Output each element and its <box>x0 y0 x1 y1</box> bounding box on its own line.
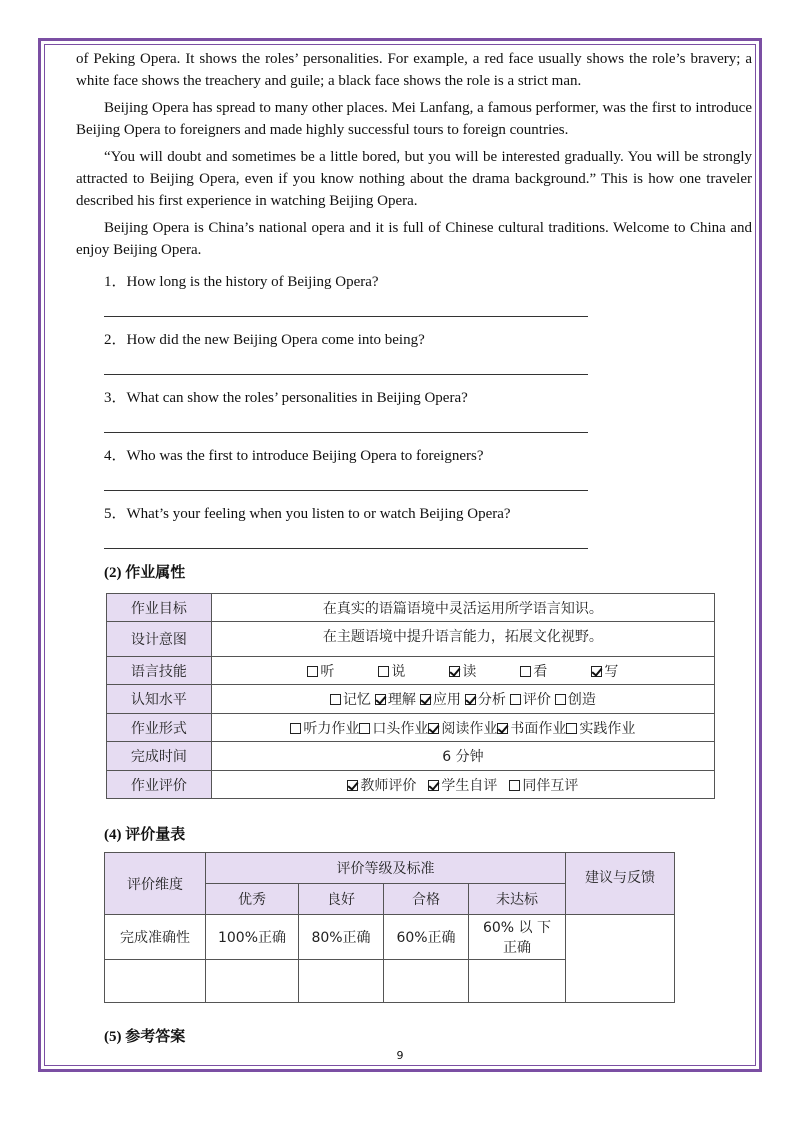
attribute-table <box>106 593 715 799</box>
option-label: 评价 <box>522 692 551 708</box>
option-forms-1[interactable] <box>359 721 428 737</box>
option-cogs-2[interactable] <box>420 692 461 708</box>
option-label: 口头作业 <box>372 720 429 737</box>
rubric-empty-cell[interactable] <box>469 960 566 1003</box>
checkbox-icon[interactable] <box>520 666 531 677</box>
rubric-advice-cell[interactable] <box>566 915 675 1003</box>
option-label: 听 <box>320 663 335 680</box>
option-label: 写 <box>604 663 619 680</box>
checkbox-icon[interactable] <box>290 723 301 734</box>
page-number: 9 <box>396 1049 404 1062</box>
attr-label-form: 作业形式 <box>107 714 212 742</box>
option-label: 听力作业 <box>303 720 360 737</box>
checkbox-icon[interactable] <box>510 694 521 705</box>
attr-label-goal: 作业目标 <box>107 594 212 622</box>
rubric-empty-cell[interactable] <box>299 960 384 1003</box>
rubric-grade-good: 良好 <box>299 884 384 915</box>
rubric-levels-header: 评价等级及标准 <box>206 853 566 884</box>
rubric-empty-cell[interactable] <box>384 960 469 1003</box>
rubric-empty-cell[interactable] <box>206 960 299 1003</box>
section-heading-attributes: (2) 作业属性 <box>104 565 186 581</box>
checked-box-icon[interactable] <box>375 694 386 705</box>
option-skills-0[interactable] <box>307 664 334 680</box>
option-cogs-1[interactable] <box>375 692 416 708</box>
question-2: 2．How did the new Beijing Opera come into being? <box>104 332 425 348</box>
rubric-empty-cell[interactable] <box>105 960 206 1003</box>
option-label: 说 <box>391 663 406 680</box>
passage <box>76 48 752 266</box>
option-label: 应用 <box>432 692 461 708</box>
option-skills-4[interactable] <box>591 664 618 680</box>
option-skills-2[interactable] <box>449 664 476 680</box>
passage-paragraph-1: of Peking Opera. It shows the roles’ personalities. For example, a red face usually shows the role’s bravery; a white face shows the treachery and guile; a black face shows the role is a strict man. <box>76 51 752 89</box>
question-5: 5．What’s your feeling when you listen to or watch Beijing Opera? <box>104 506 511 522</box>
question-4: 4．Who was the first to introduce Beijing Opera to foreigners? <box>104 448 484 464</box>
checkbox-icon[interactable] <box>378 666 389 677</box>
option-forms-2[interactable] <box>428 721 497 737</box>
checkbox-icon[interactable] <box>566 723 577 734</box>
option-cogs-0[interactable] <box>330 692 371 708</box>
attr-label-cognitive: 认知水平 <box>107 685 212 714</box>
checked-box-icon[interactable] <box>428 780 439 791</box>
checkbox-icon[interactable] <box>509 780 520 791</box>
option-skills-1[interactable] <box>378 664 405 680</box>
option-evals-0[interactable] <box>347 778 416 794</box>
option-label: 同伴互评 <box>522 777 579 794</box>
answer-line-3[interactable] <box>104 432 588 433</box>
attr-skills <box>211 657 714 685</box>
question-1: 1．How long is the history of Beijing Opera? <box>104 274 379 290</box>
attr-label-evaluation: 作业评价 <box>107 771 212 799</box>
rubric-grade-pass: 合格 <box>384 884 469 915</box>
checked-box-icon[interactable] <box>465 694 476 705</box>
attr-time: 6 分钟 <box>211 742 714 771</box>
rubric-grade-fail: 未达标 <box>469 884 566 915</box>
option-cogs-3[interactable] <box>465 692 506 708</box>
checkbox-icon[interactable] <box>307 666 318 677</box>
rubric-grade-excellent: 优秀 <box>206 884 299 915</box>
option-label: 分析 <box>477 692 506 708</box>
question-3: 3．What can show the roles’ personalities in Beijing Opera? <box>104 390 468 406</box>
attr-cognitive <box>211 685 714 714</box>
rubric-cell-good: 80%正确 <box>299 915 384 960</box>
option-evals-1[interactable] <box>428 778 497 794</box>
passage-paragraph-3: “You will doubt and sometimes be a little bored, but you will be interested gradually. You will be strongly attracted to Beijing Opera, even if you know nothing about the drama background.” This is how one traveler described his first experience in watching Beijing Opera. <box>76 149 752 209</box>
checked-box-icon[interactable] <box>428 723 439 734</box>
rubric-cell-pass: 60%正确 <box>384 915 469 960</box>
option-label: 书面作业 <box>510 720 567 737</box>
option-forms-4[interactable] <box>566 721 635 737</box>
checked-box-icon[interactable] <box>497 723 508 734</box>
option-skills-3[interactable] <box>520 664 547 680</box>
attr-label-intent: 设计意图 <box>107 622 212 657</box>
checked-box-icon[interactable] <box>420 694 431 705</box>
attr-goal: 在真实的语篇语境中灵活运用所学语言知识。 <box>211 594 714 622</box>
checkbox-icon[interactable] <box>359 723 370 734</box>
option-forms-0[interactable] <box>290 721 359 737</box>
option-label: 创造 <box>567 692 596 708</box>
rubric-advice-header: 建议与反馈 <box>566 853 675 915</box>
passage-paragraph-2: Beijing Opera has spread to many other places. Mei Lanfang, a famous performer, was the first to introduce Beijing Opera to foreigners and made highly successful tours to foreign countries. <box>76 100 752 138</box>
option-label: 学生自评 <box>441 777 498 794</box>
checked-box-icon[interactable] <box>591 666 602 677</box>
rubric-row-label: 完成准确性 <box>105 915 206 960</box>
rubric-cell-fail: 60% 以 下 正确 <box>469 915 566 960</box>
rubric-table <box>104 852 675 1003</box>
checkbox-icon[interactable] <box>555 694 566 705</box>
passage-paragraph-4: Beijing Opera is China’s national opera and it is full of Chinese cultural traditions. Welcome to China and enjoy Beijing Opera. <box>76 220 752 258</box>
option-evals-2[interactable] <box>509 778 578 794</box>
section-heading-answers: (5) 参考答案 <box>104 1029 186 1045</box>
option-label: 理解 <box>387 692 416 708</box>
checked-box-icon[interactable] <box>449 666 460 677</box>
option-cogs-4[interactable] <box>510 692 551 708</box>
answer-line-2[interactable] <box>104 374 588 375</box>
option-label: 读 <box>462 663 477 680</box>
rubric-dimension-header: 评价维度 <box>105 853 206 915</box>
option-label: 记忆 <box>342 692 371 708</box>
option-cogs-5[interactable] <box>555 692 596 708</box>
answer-line-1[interactable] <box>104 316 588 317</box>
rubric-cell-excellent: 100%正确 <box>206 915 299 960</box>
attr-label-time: 完成时间 <box>107 742 212 771</box>
option-label: 阅读作业 <box>441 720 498 737</box>
attr-intent: 在主题语境中提升语言能力，拓展文化视野。 <box>211 622 714 657</box>
option-forms-3[interactable] <box>497 721 566 737</box>
option-label: 看 <box>533 663 548 680</box>
answer-line-4[interactable] <box>104 490 588 491</box>
checkbox-icon[interactable] <box>330 694 341 705</box>
answer-line-5[interactable] <box>104 548 588 549</box>
option-label: 实践作业 <box>579 720 636 737</box>
section-heading-rubric: (4) 评价量表 <box>104 827 186 843</box>
checked-box-icon[interactable] <box>347 780 358 791</box>
attr-label-skills: 语言技能 <box>107 657 212 685</box>
option-label: 教师评价 <box>360 777 417 794</box>
attr-form <box>211 714 714 742</box>
attr-evaluation <box>211 771 714 799</box>
